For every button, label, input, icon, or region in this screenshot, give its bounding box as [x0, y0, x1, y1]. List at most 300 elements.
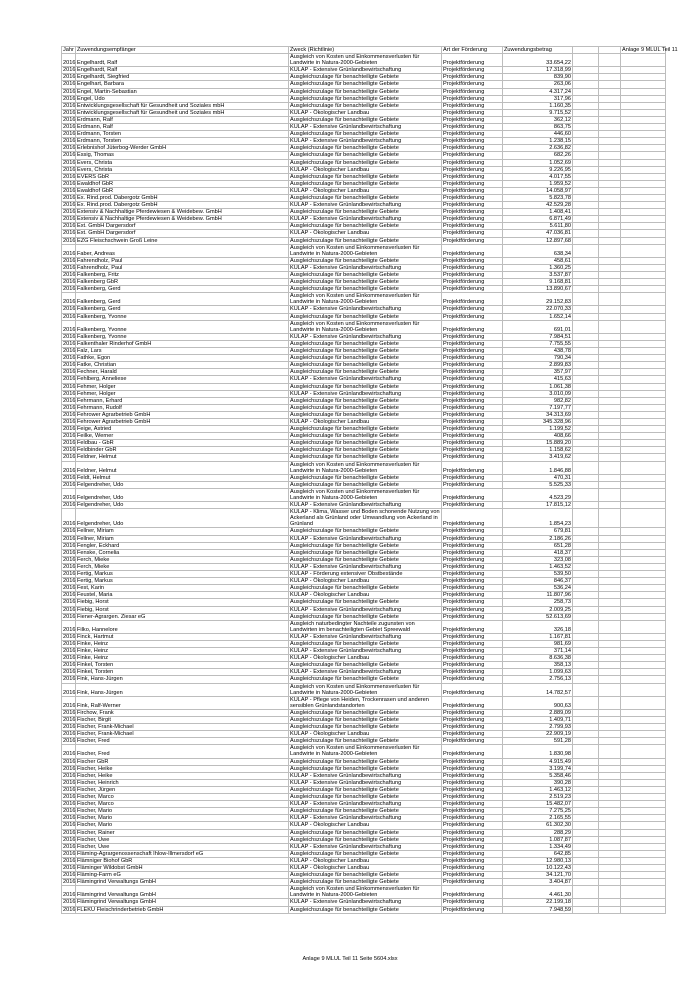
empty-cell — [599, 488, 621, 501]
amount-cell: 17.815,12 — [503, 502, 573, 509]
empty-cell — [621, 696, 666, 709]
empty-cell — [621, 509, 666, 528]
table-row — [62, 397, 666, 404]
recipient-cell: Fink, Hans-Jürgen — [76, 676, 289, 683]
recipient-cell: Falkenberg, Yvonne — [76, 313, 289, 320]
empty-cell — [621, 257, 666, 264]
year-cell: 2016 — [62, 54, 76, 67]
table-row — [62, 696, 666, 709]
sheet-footer: Anlage 9 MLUL Teil 11 Seite 5604.xlsx — [302, 956, 398, 962]
recipient-cell: Feldner, Helmut — [76, 461, 289, 474]
recipient-cell: Falz, Lars — [76, 348, 289, 355]
purpose-cell: Ausgleichszulage für benachteiligte Gebiete — [289, 474, 442, 481]
funding-type-cell: Projektförderung — [442, 528, 503, 535]
purpose-cell: Ausgleichszulage für benachteiligte Gebiete — [289, 102, 442, 109]
amount-cell: 42.529,28 — [503, 202, 573, 209]
empty-cell — [621, 843, 666, 850]
year-cell: 2016 — [63, 67, 76, 74]
year-cell: 2016 — [63, 194, 76, 201]
empty-cell — [621, 592, 666, 599]
empty-cell — [621, 67, 666, 74]
year-cell: 2016 — [63, 230, 76, 237]
empty-cell — [573, 886, 599, 899]
purpose-cell: KULAP - Extensive Grünlandbewirtschaftung — [289, 306, 442, 313]
funding-type-cell: Projektförderung — [442, 166, 503, 173]
amount-cell: 691,01 — [503, 320, 573, 333]
year-cell: 2016 — [63, 585, 76, 592]
empty-cell — [599, 801, 621, 808]
year-cell: 2016 — [62, 320, 76, 333]
empty-cell — [573, 509, 599, 528]
empty-cell — [599, 648, 621, 655]
funding-type-cell: Projektförderung — [442, 578, 503, 585]
empty-cell — [599, 313, 621, 320]
year-cell: 2016 — [62, 461, 76, 474]
funding-type-cell: Projektförderung — [442, 194, 503, 201]
purpose-cell: KULAP - Extensive Grünlandbewirtschaftung — [289, 124, 442, 131]
empty-cell — [599, 528, 621, 535]
amount-cell: 1.160,35 — [503, 102, 573, 109]
empty-cell — [573, 383, 599, 390]
year-cell: 2016 — [63, 669, 76, 676]
empty-cell — [573, 879, 599, 886]
year-cell: 2016 — [63, 390, 76, 397]
empty-cell — [599, 857, 621, 864]
amount-cell: 12.980,13 — [503, 857, 573, 864]
amount-cell: 22.909,19 — [503, 731, 573, 738]
empty-cell — [621, 633, 666, 640]
year-cell: 2016 — [63, 779, 76, 786]
empty-cell — [621, 549, 666, 556]
funding-type-cell: Projektförderung — [442, 138, 503, 145]
empty-cell — [621, 244, 666, 257]
recipient-cell: Feilke, Werner — [76, 433, 289, 440]
table-row — [62, 166, 666, 173]
table-row — [62, 606, 666, 613]
funding-type-cell: Projektförderung — [442, 180, 503, 187]
amount-cell: 5.525,33 — [503, 481, 573, 488]
amount-cell: 682,26 — [503, 152, 573, 159]
purpose-cell: KULAP - Ökologischer Landbau — [289, 230, 442, 237]
empty-cell — [621, 272, 666, 279]
empty-cell — [621, 535, 666, 542]
funding-type-cell: Projektförderung — [442, 592, 503, 599]
amount-cell: 790,34 — [503, 355, 573, 362]
table-row — [62, 578, 666, 585]
funding-type-cell: Projektförderung — [442, 808, 503, 815]
empty-cell — [621, 872, 666, 879]
empty-cell — [621, 786, 666, 793]
purpose-cell: Ausgleichszulage für benachteiligte Gebiete — [289, 180, 442, 187]
recipient-cell: Feige, Astried — [76, 426, 289, 433]
funding-type-cell: Projektförderung — [442, 173, 503, 180]
recipient-cell: Falkenberg, Gerd — [76, 286, 289, 293]
empty-cell — [621, 313, 666, 320]
funding-type-cell: Projektförderung — [442, 731, 503, 738]
year-cell: 2016 — [63, 829, 76, 836]
empty-cell — [621, 454, 666, 461]
table-row — [62, 81, 666, 88]
empty-cell — [599, 696, 621, 709]
year-cell: 2016 — [63, 563, 76, 570]
funding-type-cell: Projektförderung — [442, 556, 503, 563]
table-row — [62, 549, 666, 556]
empty-cell — [621, 731, 666, 738]
purpose-cell: Ausgleichszulage für benachteiligte Gebiete — [289, 131, 442, 138]
empty-cell — [599, 563, 621, 570]
amount-cell: 345.328,96 — [503, 418, 573, 425]
year-cell: 2016 — [62, 293, 76, 306]
empty-cell — [599, 899, 621, 906]
empty-cell — [573, 116, 599, 123]
purpose-cell: Ausgleichszulage für benachteiligte Gebiete — [289, 279, 442, 286]
recipient-cell: Engel, Martin-Sebastian — [76, 88, 289, 95]
purpose-cell: KULAP - Extensive Grünlandbewirtschaftung — [289, 264, 442, 271]
table-row — [62, 279, 666, 286]
table-row — [62, 481, 666, 488]
table-row — [62, 116, 666, 123]
recipient-cell: Evers, Christa — [76, 166, 289, 173]
empty-cell — [621, 74, 666, 81]
year-cell: 2016 — [63, 102, 76, 109]
empty-cell — [573, 528, 599, 535]
table-row — [62, 216, 666, 223]
empty-cell — [573, 390, 599, 397]
purpose-cell: KULAP - Ökologischer Landbau — [289, 187, 442, 194]
funding-type-cell: Projektförderung — [442, 709, 503, 716]
table-row — [62, 509, 666, 528]
funding-type-cell: Projektförderung — [442, 433, 503, 440]
purpose-cell: Ausgleichszulage für benachteiligte Gebiete — [289, 95, 442, 102]
empty-cell — [599, 102, 621, 109]
amount-cell: 1.334,49 — [503, 843, 573, 850]
empty-cell — [621, 362, 666, 369]
year-cell: 2016 — [62, 488, 76, 501]
empty-cell — [599, 872, 621, 879]
empty-cell — [573, 194, 599, 201]
empty-cell — [599, 640, 621, 647]
amount-cell: 1.238,15 — [503, 138, 573, 145]
year-cell: 2016 — [63, 333, 76, 340]
table-row — [62, 244, 666, 257]
empty-cell — [599, 779, 621, 786]
year-cell: 2016 — [63, 571, 76, 578]
funding-type-cell: Projektförderung — [442, 886, 503, 899]
empty-cell — [573, 535, 599, 542]
purpose-cell: KULAP - Extensive Grünlandbewirtschaftung — [289, 648, 442, 655]
amount-cell: 357,97 — [503, 369, 573, 376]
empty-cell — [599, 542, 621, 549]
amount-cell: 1.846,88 — [503, 461, 573, 474]
empty-cell — [573, 237, 599, 244]
empty-cell — [573, 461, 599, 474]
year-cell: 2016 — [63, 306, 76, 313]
recipient-cell: Fahrendholz, Paul — [76, 264, 289, 271]
table-row — [62, 461, 666, 474]
recipient-cell: Fehrmann, Rudolf — [76, 404, 289, 411]
funding-type-cell: Projektförderung — [442, 293, 503, 306]
amount-cell: 458,61 — [503, 257, 573, 264]
empty-cell — [621, 173, 666, 180]
table-row — [62, 640, 666, 647]
table-row — [62, 95, 666, 102]
purpose-cell: Ausgleichszulage für benachteiligte Gebiete — [289, 585, 442, 592]
empty-cell — [621, 709, 666, 716]
funding-type-cell: Projektförderung — [442, 145, 503, 152]
amount-cell: 1.463,12 — [503, 786, 573, 793]
table-row — [62, 724, 666, 731]
funding-type-cell: Projektförderung — [442, 606, 503, 613]
empty-cell — [621, 488, 666, 501]
amount-cell: 982,82 — [503, 397, 573, 404]
empty-cell — [599, 613, 621, 620]
empty-cell — [599, 223, 621, 230]
amount-cell: 29.152,83 — [503, 293, 573, 306]
purpose-cell: Ausgleichszulage für benachteiligte Gebiete — [289, 433, 442, 440]
year-cell: 2016 — [63, 724, 76, 731]
funding-type-cell: Projektförderung — [442, 620, 503, 633]
funding-type-cell: Projektförderung — [442, 348, 503, 355]
funding-type-cell: Projektförderung — [442, 223, 503, 230]
year-cell: 2016 — [63, 257, 76, 264]
year-cell: 2016 — [63, 124, 76, 131]
funding-type-cell: Projektförderung — [442, 836, 503, 843]
empty-cell — [573, 313, 599, 320]
empty-cell — [599, 355, 621, 362]
empty-cell — [573, 662, 599, 669]
empty-cell — [573, 745, 599, 758]
year-cell: 2016 — [63, 138, 76, 145]
year-cell: 2016 — [63, 648, 76, 655]
table-row — [62, 433, 666, 440]
empty-cell — [599, 433, 621, 440]
amount-cell: 2.519,23 — [503, 794, 573, 801]
amount-cell: 288,29 — [503, 829, 573, 836]
empty-cell — [573, 152, 599, 159]
amount-cell: 2.009,25 — [503, 606, 573, 613]
table-row — [62, 528, 666, 535]
recipient-cell: Finke, Heinz — [76, 655, 289, 662]
empty-cell — [599, 411, 621, 418]
purpose-cell: Ausgleichszulage für benachteiligte Gebiete — [289, 257, 442, 264]
table-row — [62, 67, 666, 74]
empty-cell — [621, 187, 666, 194]
empty-cell — [573, 348, 599, 355]
amount-cell: 846,37 — [503, 578, 573, 585]
purpose-cell: KULAP - Extensive Grünlandbewirtschaftung — [289, 843, 442, 850]
empty-cell — [621, 765, 666, 772]
purpose-cell: KULAP - Ökologischer Landbau — [289, 864, 442, 871]
funding-type-cell: Projektförderung — [442, 397, 503, 404]
empty-cell — [621, 772, 666, 779]
recipient-cell: Fischer, Frank-Michael — [76, 731, 289, 738]
funding-type-cell: Projektförderung — [442, 131, 503, 138]
amount-cell: 47.036,81 — [503, 230, 573, 237]
empty-cell — [599, 509, 621, 528]
purpose-cell: Ausgleichszulage für benachteiligte Gebiete — [289, 88, 442, 95]
recipient-cell: Falkenberg, Gerd — [76, 306, 289, 313]
amount-cell: 263,06 — [503, 81, 573, 88]
table-row — [62, 355, 666, 362]
recipient-cell: FLEKU Fleischrinderbetrieb GmbH — [76, 906, 289, 913]
purpose-cell: Ausgleich von Kosten und Einkommensverlusten für Landwirte in Natura-2000-Gebieten — [289, 488, 442, 501]
amount-cell: 408,66 — [503, 433, 573, 440]
year-cell: 2016 — [62, 244, 76, 257]
recipient-cell: Ewaldhof GbR — [76, 187, 289, 194]
year-cell: 2016 — [63, 237, 76, 244]
empty-cell — [621, 857, 666, 864]
table-row — [62, 801, 666, 808]
year-cell: 2016 — [63, 418, 76, 425]
empty-cell — [573, 724, 599, 731]
funding-type-cell: Projektförderung — [442, 648, 503, 655]
funding-type-cell: Projektförderung — [442, 613, 503, 620]
funding-type-cell: Projektförderung — [442, 313, 503, 320]
table-row — [62, 786, 666, 793]
recipient-cell: Flämingrind Verwaltungs GmbH — [76, 886, 289, 899]
table-row — [62, 857, 666, 864]
funding-type-cell: Projektförderung — [442, 124, 503, 131]
amount-cell: 1.052,69 — [503, 159, 573, 166]
empty-cell — [573, 758, 599, 765]
recipient-cell: Fest, Karin — [76, 585, 289, 592]
table-row — [62, 886, 666, 899]
table-row — [62, 815, 666, 822]
purpose-cell: Ausgleichszulage für benachteiligte Gebiete — [289, 836, 442, 843]
purpose-cell: Ausgleichszulage für benachteiligte Gebiete — [289, 313, 442, 320]
empty-cell — [621, 320, 666, 333]
table-row — [62, 313, 666, 320]
purpose-cell: Ausgleichszulage für benachteiligte Gebiete — [289, 272, 442, 279]
purpose-cell: KULAP - Extensive Grünlandbewirtschaftung — [289, 779, 442, 786]
table-row — [62, 474, 666, 481]
funding-type-cell: Projektförderung — [442, 447, 503, 454]
empty-cell — [573, 159, 599, 166]
empty-cell — [599, 244, 621, 257]
recipient-cell: Felgendreher, Udo — [76, 502, 289, 509]
purpose-cell: KULAP - Ökologischer Landbau — [289, 655, 442, 662]
empty-cell — [621, 599, 666, 606]
table-row — [62, 808, 666, 815]
table-row — [62, 454, 666, 461]
empty-cell — [599, 348, 621, 355]
recipient-cell: Fellner, Miriam — [76, 528, 289, 535]
purpose-cell: KULAP - Extensive Grünlandbewirtschaftung — [289, 669, 442, 676]
recipient-cell: Fläming-Farm eG — [76, 872, 289, 879]
recipient-cell: Fischer, Birgit — [76, 717, 289, 724]
funding-type-cell: Projektförderung — [442, 765, 503, 772]
year-cell: 2016 — [63, 801, 76, 808]
purpose-cell: Ausgleichszulage für benachteiligte Gebiete — [289, 662, 442, 669]
funding-type-cell: Projektförderung — [442, 404, 503, 411]
empty-cell — [621, 216, 666, 223]
amount-cell: 2.165,55 — [503, 815, 573, 822]
year-cell: 2016 — [63, 404, 76, 411]
recipient-cell: Entwicklungsgesellschaft für Gesundheit und Soziales mbH — [76, 102, 289, 109]
empty-cell — [621, 237, 666, 244]
empty-cell — [621, 293, 666, 306]
recipient-cell: Fischer, Marco — [76, 794, 289, 801]
empty-cell — [599, 794, 621, 801]
year-cell: 2016 — [63, 879, 76, 886]
purpose-cell: Ausgleichszulage für benachteiligte Gebiete — [289, 194, 442, 201]
year-cell: 2016 — [63, 223, 76, 230]
empty-cell — [621, 81, 666, 88]
amount-cell: 4.317,24 — [503, 88, 573, 95]
year-cell: 2016 — [63, 313, 76, 320]
recipient-cell: Fehmer, Holger — [76, 383, 289, 390]
table-row — [62, 88, 666, 95]
recipient-cell: Firchow, Frank — [76, 709, 289, 716]
purpose-cell: Ausgleichszulage für benachteiligte Gebiete — [289, 237, 442, 244]
table-row — [62, 202, 666, 209]
amount-cell: 326,18 — [503, 620, 573, 633]
purpose-cell: Ausgleichszulage für benachteiligte Gebiete — [289, 794, 442, 801]
purpose-cell: Ausgleichszulage für benachteiligte Gebiete — [289, 362, 442, 369]
year-cell: 2016 — [63, 74, 76, 81]
empty-cell — [621, 683, 666, 696]
empty-cell — [599, 173, 621, 180]
purpose-cell: KULAP - Ökologischer Landbau — [289, 418, 442, 425]
purpose-cell: Ausgleichszulage für benachteiligte Gebiete — [289, 758, 442, 765]
empty-cell — [573, 216, 599, 223]
funding-type-cell: Projektförderung — [442, 454, 503, 461]
empty-cell — [573, 542, 599, 549]
amount-cell: 5.823,78 — [503, 194, 573, 201]
purpose-cell: Ausgleichszulage für benachteiligte Gebiete — [289, 159, 442, 166]
empty-cell — [599, 369, 621, 376]
funding-type-cell: Projektförderung — [442, 54, 503, 67]
year-cell: 2016 — [63, 738, 76, 745]
empty-cell — [621, 648, 666, 655]
amount-cell: 358,13 — [503, 662, 573, 669]
table-row — [62, 159, 666, 166]
purpose-cell: KULAP - Extensive Grünlandbewirtschaftung — [289, 202, 442, 209]
year-cell: 2016 — [63, 202, 76, 209]
recipient-cell: Feldner, Helmut — [76, 454, 289, 461]
purpose-cell: Ausgleich von Kosten und Einkommensverlusten für Landwirte in Natura-2000-Gebieten — [289, 461, 442, 474]
header-row — [62, 47, 666, 54]
recipient-cell: Fink, Hans-Jürgen — [76, 683, 289, 696]
year-cell: 2016 — [63, 815, 76, 822]
funding-type-cell: Projektförderung — [442, 272, 503, 279]
amount-cell: 863,75 — [503, 124, 573, 131]
funding-type-cell: Projektförderung — [442, 563, 503, 570]
year-cell: 2016 — [63, 662, 76, 669]
recipient-cell: Engelhardt, Ralf — [76, 67, 289, 74]
funding-type-cell: Projektförderung — [442, 474, 503, 481]
empty-cell — [573, 648, 599, 655]
empty-cell — [573, 502, 599, 509]
recipient-cell: Felgendreher, Udo — [76, 488, 289, 501]
table-row — [62, 899, 666, 906]
empty-cell — [599, 216, 621, 223]
table-row — [62, 333, 666, 340]
recipient-cell: Ex. Rind.prod. Dabergotz GmbH — [76, 202, 289, 209]
amount-cell: 1.409,71 — [503, 717, 573, 724]
funding-type-cell: Projektförderung — [442, 216, 503, 223]
empty-cell — [599, 669, 621, 676]
recipient-cell: Falkenberg, Yvonne — [76, 333, 289, 340]
amount-cell: 1.199,52 — [503, 426, 573, 433]
empty-cell — [621, 836, 666, 843]
funding-type-cell: Projektförderung — [442, 872, 503, 879]
empty-cell — [573, 187, 599, 194]
empty-cell — [573, 145, 599, 152]
empty-cell — [621, 571, 666, 578]
recipient-cell: Feldbinder GbR — [76, 447, 289, 454]
empty-cell — [573, 822, 599, 829]
